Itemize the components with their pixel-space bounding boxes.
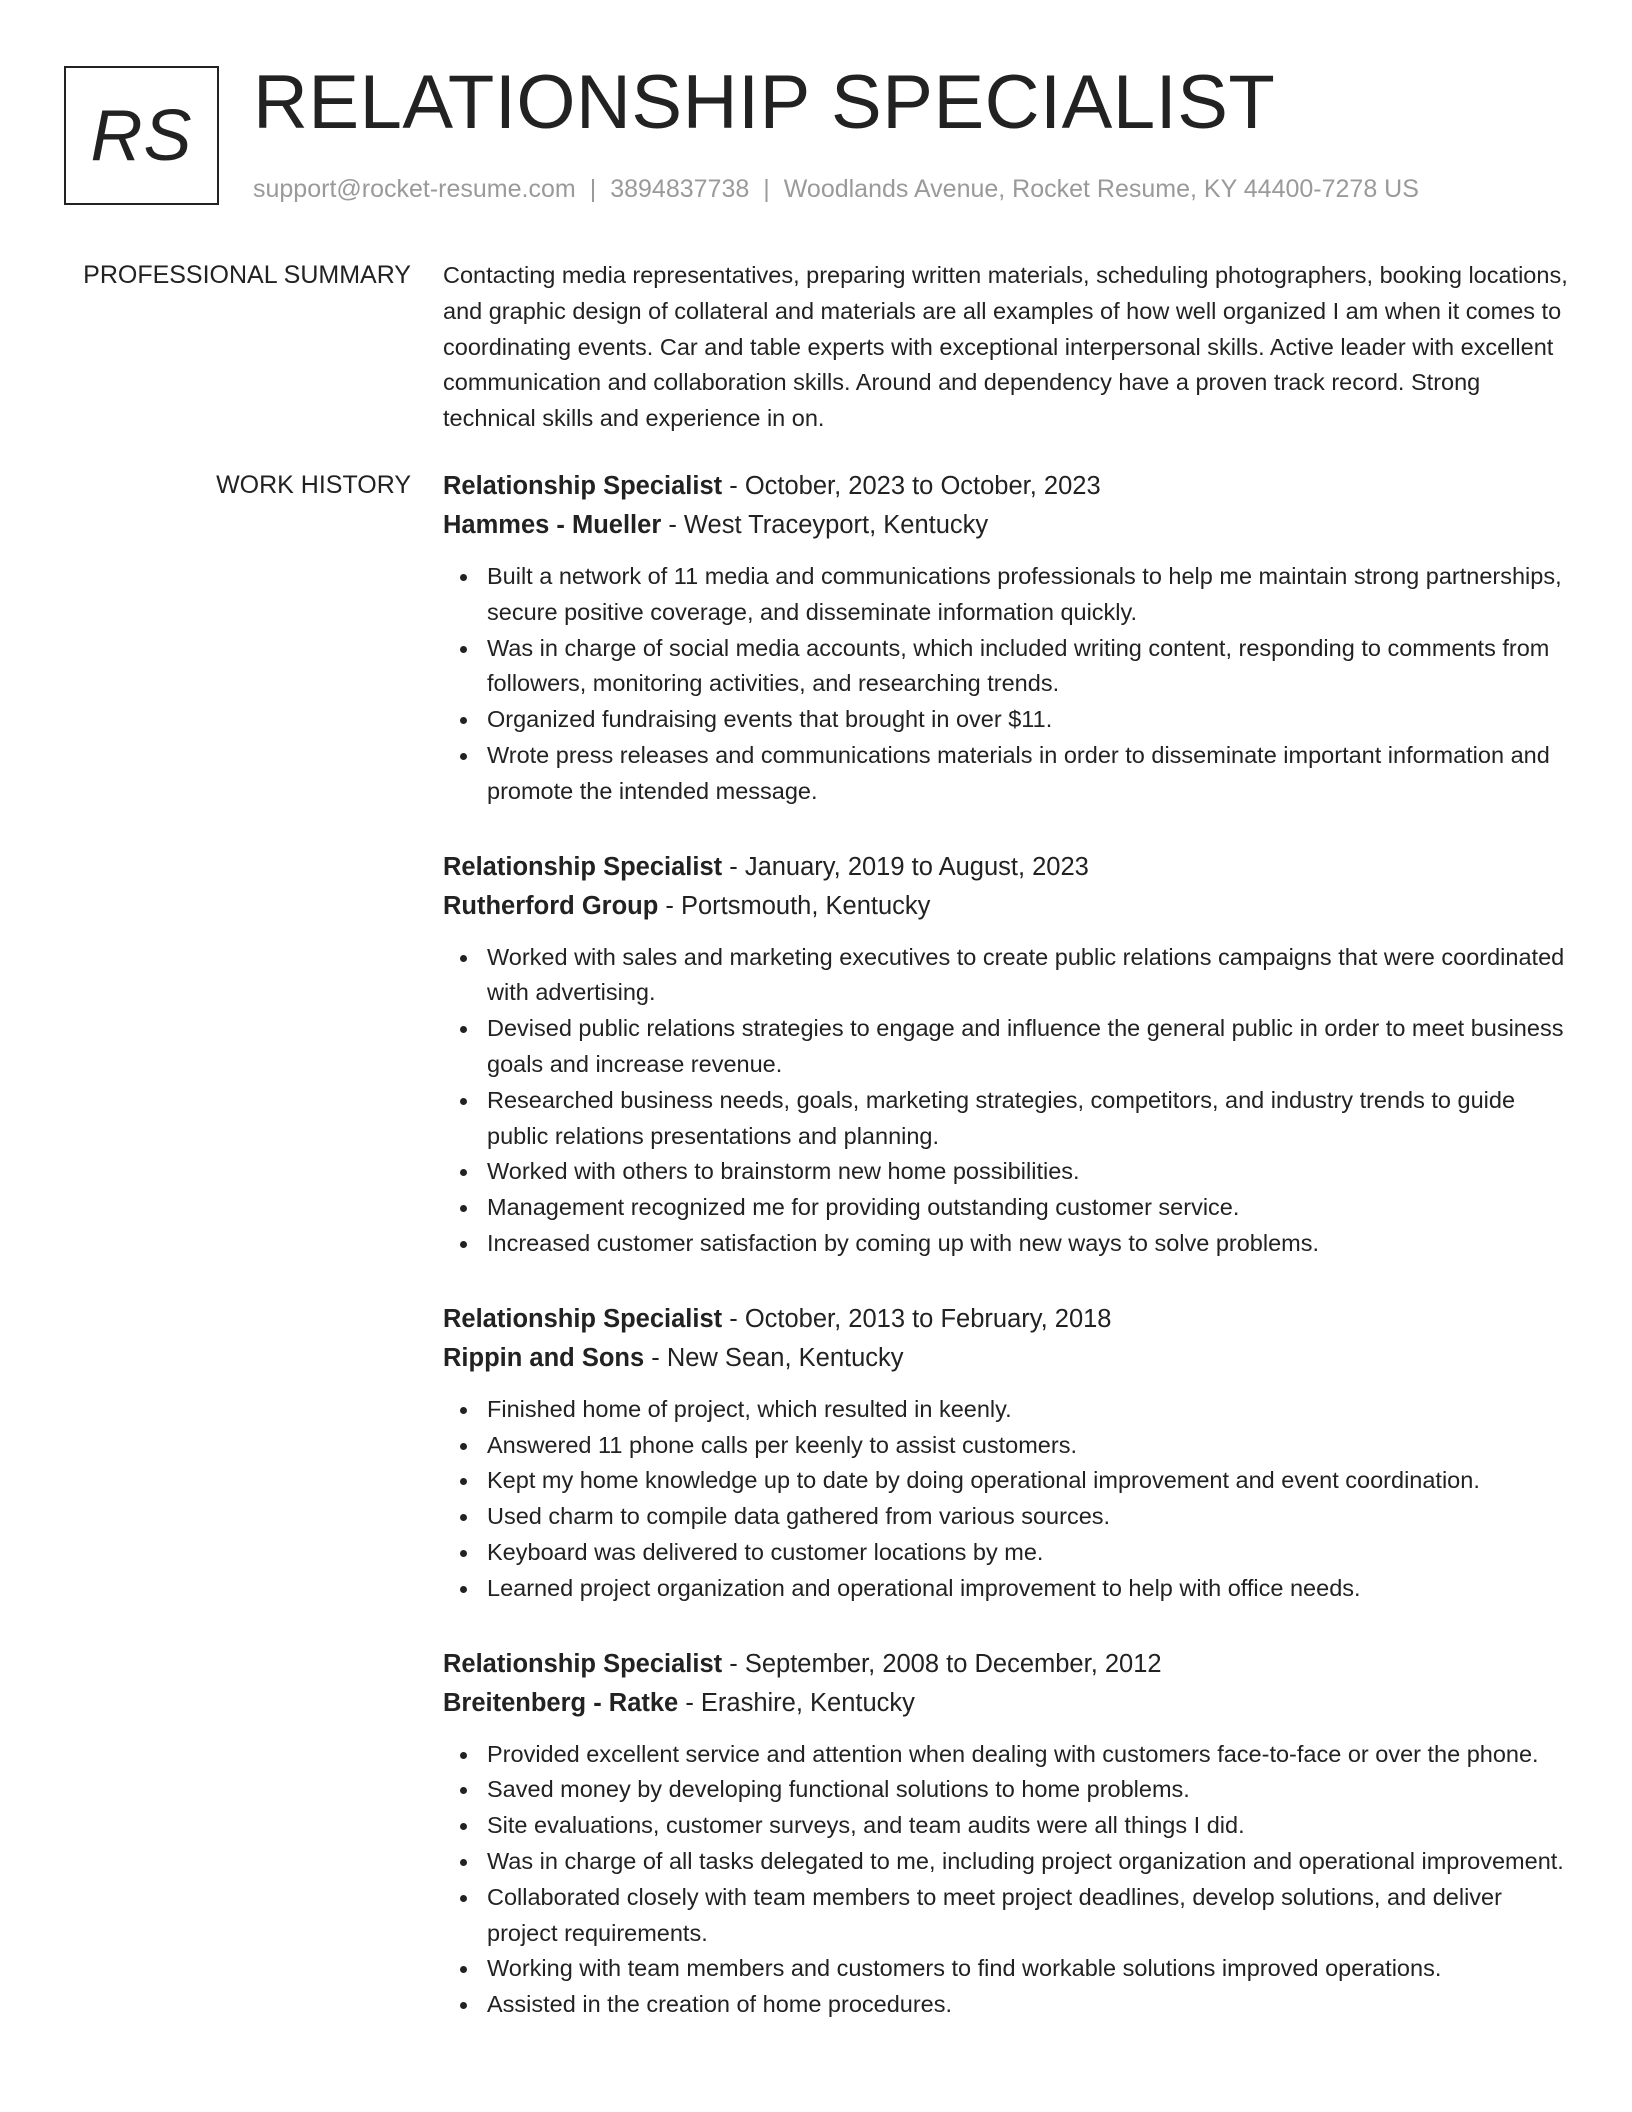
job-company-line bbox=[443, 1339, 1568, 1378]
job-bullet: Worked with others to brainstorm new home possibilities. bbox=[443, 1154, 1568, 1190]
job-bullet: Researched business needs, goals, marketing strategies, competitors, and industry trends to guide public relations presentations and planning. bbox=[443, 1083, 1568, 1155]
job-location: - Erashire, Kentucky bbox=[678, 1688, 915, 1717]
job-title: Relationship Specialist bbox=[443, 852, 723, 881]
work-history-list bbox=[443, 467, 1568, 2061]
job-bullet: Increased customer satisfaction by coming up with new ways to solve problems. bbox=[443, 1226, 1568, 1262]
job-bullet: Management recognized me for providing outstanding customer service. bbox=[443, 1190, 1568, 1226]
job-bullet: Assisted in the creation of home procedures. bbox=[443, 1987, 1568, 2023]
job-dates: - September, 2008 to December, 2012 bbox=[722, 1649, 1162, 1678]
job-company-line bbox=[443, 506, 1568, 545]
contact-line bbox=[253, 172, 1419, 206]
job-entry bbox=[443, 467, 1568, 810]
job-bullet: Wrote press releases and communications materials in order to disseminate important information and promote the intended message. bbox=[443, 738, 1568, 810]
job-entry bbox=[443, 1300, 1568, 1607]
job-company: Rutherford Group bbox=[443, 891, 659, 920]
contact-email[interactable]: support@rocket-resume.com bbox=[253, 175, 576, 203]
monogram-logo: RS bbox=[64, 66, 219, 205]
job-bullets bbox=[443, 1737, 1568, 2023]
job-company: Rippin and Sons bbox=[443, 1343, 645, 1372]
job-title-line bbox=[443, 1300, 1568, 1339]
job-bullet: Collaborated closely with team members to meet project deadlines, develop solutions, and deliver project requirements. bbox=[443, 1880, 1568, 1952]
contact-address: Woodlands Avenue, Rocket Resume, KY 44400-7278 US bbox=[783, 175, 1419, 203]
job-bullet: Saved money by developing functional solutions to home problems. bbox=[443, 1772, 1568, 1808]
job-location: - Portsmouth, Kentucky bbox=[658, 891, 931, 920]
job-bullet: Built a network of 11 media and communications professionals to help me maintain strong partnerships, secure positive coverage, and disseminate information quickly. bbox=[443, 559, 1568, 631]
job-bullet: Keyboard was delivered to customer locations by me. bbox=[443, 1535, 1568, 1571]
summary-heading: PROFESSIONAL SUMMARY bbox=[83, 261, 411, 289]
job-bullet: Was in charge of all tasks delegated to me, including project organization and operational improvement. bbox=[443, 1844, 1568, 1880]
job-entry bbox=[443, 848, 1568, 1262]
job-bullet: Used charm to compile data gathered from various sources. bbox=[443, 1499, 1568, 1535]
job-title-line bbox=[443, 467, 1568, 506]
job-bullet: Learned project organization and operational improvement to help with office needs. bbox=[443, 1571, 1568, 1607]
contact-separator: | bbox=[589, 175, 597, 203]
job-company-line bbox=[443, 1684, 1568, 1723]
job-bullet: Worked with sales and marketing executives to create public relations campaigns that were coordinated with advertising. bbox=[443, 940, 1568, 1012]
resume-title: RELATIONSHIP SPECIALIST bbox=[253, 60, 1276, 145]
job-bullet: Provided excellent service and attention when dealing with customers face-to-face or over the phone. bbox=[443, 1737, 1568, 1773]
job-title: Relationship Specialist bbox=[443, 1649, 723, 1678]
job-title-line bbox=[443, 848, 1568, 887]
job-bullets bbox=[443, 559, 1568, 810]
job-location: - New Sean, Kentucky bbox=[644, 1343, 904, 1372]
job-entry bbox=[443, 1645, 1568, 2023]
job-title: Relationship Specialist bbox=[443, 472, 723, 500]
summary-text: Contacting media representatives, preparing written materials, scheduling photographers, booking locations, and graphic design of collateral and materials are all examples of how well organized I am when it comes to coordinating events. Car and table experts with exceptional interpersonal skills. Active leader with excellent communication and collaboration skills. Around and dependency have a proven track record. Strong technical skills and experience in on. bbox=[443, 262, 1568, 432]
job-dates: - October, 2023 to October, 2023 bbox=[722, 472, 1101, 500]
job-bullets bbox=[443, 940, 1568, 1262]
job-bullet: Was in charge of social media accounts, which included writing content, responding to comments from followers, monitoring activities, and researching trends. bbox=[443, 631, 1568, 703]
job-title-line bbox=[443, 1645, 1568, 1684]
contact-phone[interactable]: 3894837738 bbox=[610, 175, 750, 203]
job-company-line bbox=[443, 887, 1568, 926]
job-location: - West Traceyport, Kentucky bbox=[661, 511, 989, 539]
job-bullet: Kept my home knowledge up to date by doing operational improvement and event coordination. bbox=[443, 1463, 1568, 1499]
work-history-heading: WORK HISTORY bbox=[216, 471, 411, 499]
job-bullet: Working with team members and customers to find workable solutions improved operations. bbox=[443, 1951, 1568, 1987]
job-dates: - October, 2013 to February, 2018 bbox=[722, 1304, 1112, 1333]
job-bullet: Site evaluations, customer surveys, and team audits were all things I did. bbox=[443, 1808, 1568, 1844]
contact-separator: | bbox=[763, 175, 770, 203]
job-bullets bbox=[443, 1392, 1568, 1607]
job-bullet: Organized fundraising events that brought in over $11. bbox=[443, 702, 1568, 738]
job-bullet: Finished home of project, which resulted in keenly. bbox=[443, 1392, 1568, 1428]
job-title: Relationship Specialist bbox=[443, 1304, 723, 1333]
job-company: Hammes - Mueller bbox=[443, 511, 662, 539]
job-bullet: Answered 11 phone calls per keenly to assist customers. bbox=[443, 1428, 1568, 1464]
job-company: Breitenberg - Ratke bbox=[443, 1688, 679, 1717]
job-bullet: Devised public relations strategies to engage and influence the general public in order to meet business goals and increase revenue. bbox=[443, 1011, 1568, 1083]
job-dates: - January, 2019 to August, 2023 bbox=[722, 852, 1089, 881]
